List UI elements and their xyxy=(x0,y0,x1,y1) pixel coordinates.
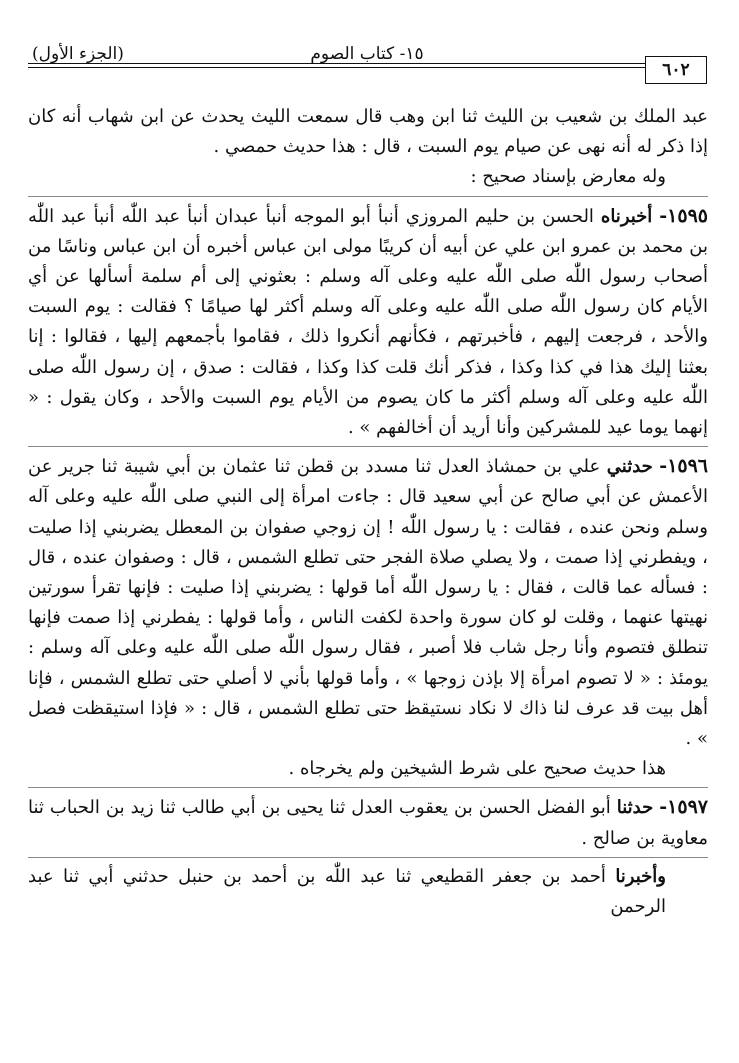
page-header xyxy=(28,40,706,70)
section-divider xyxy=(28,857,708,858)
volume-label: (الجزء الأول) xyxy=(32,44,124,64)
header-rule-inner xyxy=(28,67,707,68)
hadith-number: ١٥٩٧- xyxy=(659,796,708,819)
hadith-keyword: حدثني xyxy=(606,456,653,478)
hadith-keyword: أخبرناه xyxy=(600,205,653,227)
hadith-text: الحسن بن حليم المروزي أنبأ أبو الموجه أنبأ عبدان أنبأ عبد اللّٰه أنبأ عبد اللّٰه بن محمد بن عمرو ابن علي عن أبيه أن كريبًا مولى ابن عباس أخبره أن ابن عباس وناسًا من أصحاب رسول اللّٰه صلى اللّٰه عليه وعلى آله وسلم : بعثوني إلى أم سلمة أسألها عن أي الأيام كان رسول اللّٰه صلى اللّٰه عليه وعلى آله وسلم أكثر لها صيامًا ؟ فقالت : يوم السبت والأحد ، فرجعت إليهم ، فأخبرتهم ، فكأنهم أنكروا ذلك ، فقاموا بأجمعهم إليها ، فقالوا : إنا بعثنا إليك هذا في كذا وكذا ، فذكر أنك قلت كذا وكذا ، فقالت : صدق ، إن رسول اللّٰه صلى اللّٰه عليه وعلى آله وسلم أكثر ما كان يصوم من الأيام يوم السبت والأحد ، وكان يقول : « إنهما يوما عيد للمشركين وأنا أريد أن أخالفهم » . xyxy=(28,205,708,439)
chain-text: أحمد بن جعفر القطيعي ثنا عبد اللّٰه بن أحمد بن حنبل حدثني أبي ثنا عبد الرحمن xyxy=(28,865,666,918)
hadith-keyword: حدثنا xyxy=(616,797,654,819)
paragraph-note: وله معارض بإسناد صحيح : xyxy=(470,166,666,188)
page-number: ٦٠٢ xyxy=(645,56,707,84)
section-divider xyxy=(28,446,708,447)
hadith-1597 xyxy=(28,792,708,853)
hadith-text: علي بن حمشاذ العدل ثنا مسدد بن قطن ثنا عثمان بن أبي شيبة ثنا جرير عن الأعمش عن أبي صالح عن أبي سعيد قال : جاءت امرأة إلى النبي صلى اللّٰه عليه وعلى آله وسلم ونحن عنده ، فقالت : يا رسول اللّٰه ! إن زوجي صفوان بن المعطل يضربني إذا صليت ، ويفطرني إذا صمت ، ولا يصلي صلاة الفجر حتى تطلع الشمس ، قال : وصفوان عنده ، قال : فسأله عما قالت ، فقال : يا رسول اللّٰه أما قولها : يضربني إذا صليت : فإنها تقرأ سورتين نهيتها عنهما ، وقلت لو كان سورة واحدة لكفت الناس ، وأما قولها : يفطرني إذا صمت فإنها تنطلق فتصوم وأنا رجل شاب فلا أصبر ، فقال رسول اللّٰه صلى اللّٰه عليه وعلى آله وسلم : يومئذ : « لا تصوم امرأة إلا بإذن زوجها » ، وأما قولها بأني لا أصلي حتى تطلع الشمس ، فإنا أهل بيت قد عرف لنا ذاك لا نكاد نستيقظ حتى تطلع الشمس ، قال : « فإذا استيقظت فصل » . xyxy=(28,456,708,750)
hadith-1596 xyxy=(28,451,708,754)
paragraph-chain xyxy=(28,862,708,922)
section-divider xyxy=(28,787,708,788)
chapter-title: ١٥- كتاب الصوم xyxy=(310,44,424,64)
hadith-1595 xyxy=(28,201,708,444)
paragraph-continuation: عبد الملك بن شعيب بن الليث ثنا ابن وهب قال سمعت الليث يحدث عن ابن شهاب أنه كان إذا ذكر له أنه نهى عن صيام يوم السبت ، قال : هذا حديث حمصي . xyxy=(28,106,708,158)
hadith-number: ١٥٩٦- xyxy=(659,455,709,478)
hadith-text: أبو الفضل الحسن بن يعقوب العدل ثنا يحيى بن أبي طالب ثنا زيد بن الحباب ثنا معاوية بن صالح . xyxy=(28,797,708,849)
hadith-number: ١٥٩٥- xyxy=(659,204,708,227)
page-body xyxy=(28,102,708,922)
chain-keyword: وأخبرنا xyxy=(615,865,666,887)
paragraph-grading: هذا حديث صحيح على شرط الشيخين ولم يخرجاه . xyxy=(288,758,666,780)
header-rule xyxy=(28,63,707,64)
section-divider xyxy=(28,196,708,197)
